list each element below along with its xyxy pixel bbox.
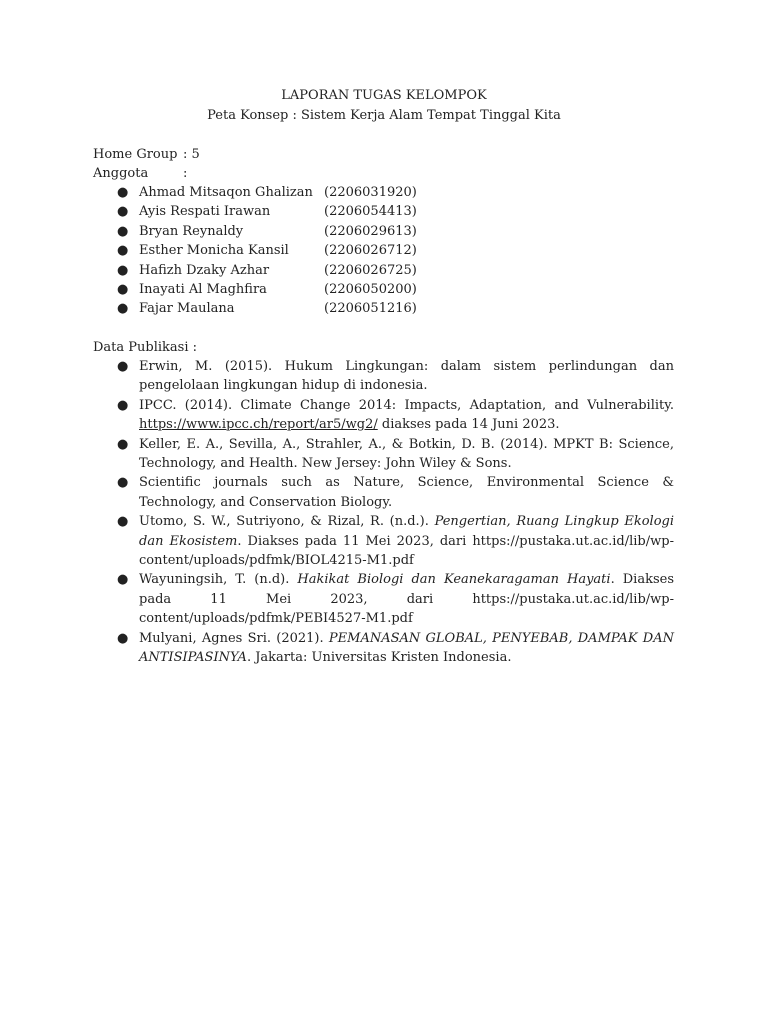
publication-item xyxy=(117,473,674,512)
anggota-line xyxy=(93,164,200,183)
member-npm: (2206029613) xyxy=(324,223,417,239)
publication-label: Data Publikasi : xyxy=(93,340,198,355)
publication-item xyxy=(117,357,674,396)
document-header xyxy=(0,86,768,126)
publication-text: Wayuningsih, T. (n.d). xyxy=(139,572,298,588)
member-npm: (2206050200) xyxy=(324,282,417,298)
member-item xyxy=(117,261,417,280)
bullet-icon: ● xyxy=(117,630,129,646)
bullet-icon: ● xyxy=(117,572,129,588)
publication-text: diakses pada 14 Juni 2023. xyxy=(377,417,560,433)
bullet-icon: ● xyxy=(117,243,129,259)
publication-text: . Jakarta: Universitas Kristen Indonesia. xyxy=(246,650,512,666)
member-name: Hafizh Dzaky Azhar xyxy=(139,262,270,278)
document-title: LAPORAN TUGAS KELOMPOK xyxy=(281,88,487,103)
publication-text: Keller, E. A., Sevilla, A., Strahler, A., & Botkin, D. B. (2014). MPKT B: Science, Technology, and Health. New Jersey: John Wiley & Sons. xyxy=(139,436,674,472)
home-group-value: : 5 xyxy=(183,147,200,162)
member-item xyxy=(117,241,417,260)
publication-item xyxy=(117,570,674,628)
bullet-icon: ● xyxy=(117,397,129,413)
publication-text: IPCC. (2014). Climate Change 2014: Impacts, Adaptation, and Vulnerability. xyxy=(139,397,674,413)
bullet-icon: ● xyxy=(117,282,129,298)
bullet-icon: ● xyxy=(117,185,129,200)
member-name: Fajar Maulana xyxy=(139,301,235,317)
member-item xyxy=(117,280,417,299)
bullet-icon: ● xyxy=(117,359,129,374)
bullet-icon: ● xyxy=(117,475,129,491)
publication-link[interactable]: https://www.ipcc.ch/report/ar5/wg2/ xyxy=(139,417,378,433)
member-item xyxy=(117,202,417,221)
group-info xyxy=(93,145,200,184)
member-item xyxy=(117,299,417,318)
member-name: Bryan Reynaldy xyxy=(139,223,244,239)
publication-title: PEMANASAN GLOBAL, PENYEBAB, DAMPAK DAN ANTISIPASINYA xyxy=(139,630,674,666)
member-npm: (2206026712) xyxy=(324,243,417,259)
member-name: Esther Monicha Kansil xyxy=(139,243,289,259)
bullet-icon: ● xyxy=(117,436,129,452)
member-name: Ahmad Mitsaqon Ghalizan xyxy=(139,185,313,200)
member-npm: (2206031920) xyxy=(324,185,417,200)
publication-list xyxy=(117,357,674,668)
home-group-line xyxy=(93,145,200,164)
publication-item xyxy=(117,396,674,435)
publication-text: Mulyani, Agnes Sri. (2021). xyxy=(139,630,329,646)
anggota-label: Anggota xyxy=(93,166,149,182)
member-name: Inayati Al Maghfira xyxy=(139,282,267,298)
document-subtitle: Peta Konsep : Sistem Kerja Alam Tempat Tinggal Kita xyxy=(207,108,561,123)
publication-item xyxy=(117,629,674,668)
publication-title: Pengertian, Ruang Lingkup Ekologi dan Ekosistem xyxy=(139,514,674,549)
bullet-icon: ● xyxy=(117,204,129,220)
bullet-icon: ● xyxy=(117,301,129,317)
bullet-icon: ● xyxy=(117,262,129,278)
publication-title: Hakikat Biologi dan Keanekaragaman Hayati xyxy=(297,572,611,588)
member-npm: (2206026725) xyxy=(324,262,417,278)
anggota-colon: : xyxy=(183,166,188,182)
member-list xyxy=(117,183,417,319)
publication-item xyxy=(117,435,674,474)
publication-text: Scientific journals such as Nature, Science, Environmental Science & Technology, and Conservation Biology. xyxy=(139,475,674,510)
home-group-label: Home Group xyxy=(93,147,178,162)
publication-text: Utomo, S. W., Sutriyono, & Rizal, R. (n.d.). xyxy=(139,514,435,530)
publication-item xyxy=(117,512,674,570)
member-item xyxy=(117,183,417,202)
bullet-icon: ● xyxy=(117,223,129,239)
member-npm: (2206051216) xyxy=(324,301,417,317)
bullet-icon: ● xyxy=(117,514,129,530)
member-npm: (2206054413) xyxy=(324,204,417,220)
publication-text: . Diakses pada 11 Mei 2023, dari https://pustaka.ut.ac.id/lib/wp-content/uploads/pdfmk/PEBI4527-M1.pdf xyxy=(139,572,675,627)
member-item xyxy=(117,222,417,241)
publication-text: Erwin, M. (2015). Hukum Lingkungan: dalam sistem perlindungan dan pengelolaan lingkungan hidup di indonesia. xyxy=(139,359,674,394)
member-name: Ayis Respati Irawan xyxy=(139,204,271,220)
publication-text: . Diakses pada 11 Mei 2023, dari https://pustaka.ut.ac.id/lib/wp-content/uploads/pdfmk/BIOL4215-M1.pdf xyxy=(139,533,674,569)
